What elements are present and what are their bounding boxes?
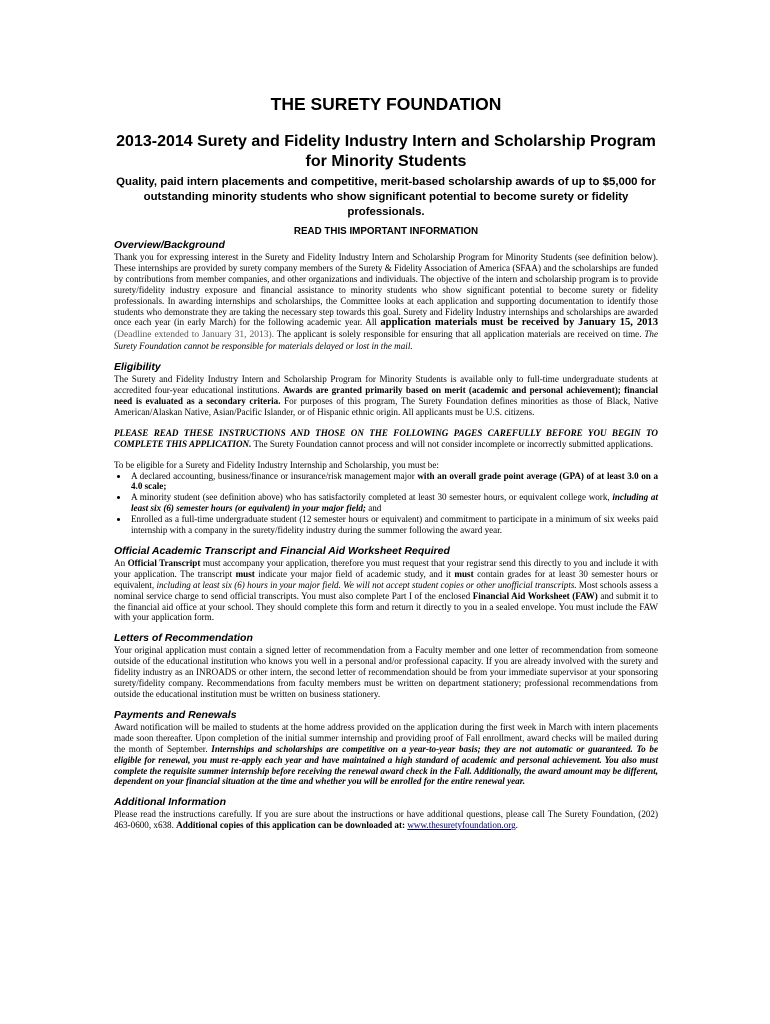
additional-text	[114, 809, 658, 831]
important-notice: READ THIS IMPORTANT INFORMATION	[293, 226, 479, 237]
additional-text-part: Please read the instructions carefully. If you are sure about the instructions or have additional questions, please call The Surety Foundation, (202) 463-0600, x638.	[114, 809, 658, 831]
faw-name: Financial Aid Worksheet (FAW)	[472, 590, 598, 601]
eligibility-criteria: Awards are granted primarily based on merit (academic and personal achievement); financial need is evaluated as a secondary criteria.	[114, 385, 658, 406]
overview-heading: Overview/Background	[114, 239, 225, 251]
list-item-text: A declared accounting, business/finance or insurance/risk management major	[131, 470, 418, 481]
list-item-text: and	[365, 503, 382, 514]
overview-text	[114, 252, 658, 352]
overview-text-part: (	[114, 330, 118, 341]
download-note: Additional copies of this application can be downloaded at:	[176, 820, 408, 831]
transcript-text-part: must accompany your application, therefore you must request that your registrar send this directly to you and include it with your application. The transcript	[114, 557, 659, 579]
transcript-requirement: including at least six (6) hours in your major field. We will not accept student copies or other unofficial transcripts.	[156, 579, 577, 590]
payments-text-part: Award notification will be mailed to students at the home address provided on the application during the first week in March with intern placements made soon thereafter. Upon completion of the initial summer internship and providing proof of Fall enrollment, award checks will be mailed during the month of September.	[114, 721, 658, 754]
overview-disclaimer: The Surety Foundation cannot be responsible for materials delayed or lost in the mail.	[114, 329, 659, 352]
transcript-text	[114, 558, 658, 623]
transcript-section	[114, 545, 658, 623]
additional-text-part: .	[515, 820, 518, 831]
list-item	[129, 514, 658, 536]
letters-text: Your original application must contain a signed letter of recommendation from a Faculty member and one letter of recommendation from someone outside of the educational institution who knows you well in a personal and/or professional capacity. If you are already involved with the surety and fidelity industry as an INROADS or other intern, the second letter of recommendation should be from your immediate supervisor at your sponsoring surety/fidelity company. Recommendations from faculty members must be written on department stationery; professional recommendations from outside the educational institution must be written on business stationery.	[114, 645, 658, 699]
deadline-text: application materials must be received by January 15, 2013	[380, 317, 659, 329]
additional-section	[114, 796, 658, 831]
eligibility-text	[114, 374, 658, 418]
overview-text-part: Thank you for expressing interest in the Surety and Fidelity Industry Intern and Scholarship Program for Minority Students (see definition below). These internships are provided by surety company members of the Surety & Fidelity Association of America (SFAA) and the scholarships are funded by contributions from member companies, and other organizations and individuals. The objective of the intern and scholarship program is to provide surety/fidelity industry exposure and financial assistance to minority students who show significant potential to become surety or fidelity professionals. In awarding internships and scholarships, the Committee looks at each application and supporting documentation to identify those students who demonstrate they are taking the necessary step towards this goal. Surety and Fidelity Industry internships and scholarships are awarded once each year (in early March) for the following academic year. All	[114, 252, 658, 328]
overview-text-part: ).	[268, 330, 275, 341]
instructions-text-part: The Surety Foundation cannot process and will not consider incomplete or incorrectly submitted applications.	[251, 438, 653, 449]
payments-heading: Payments and Renewals	[114, 708, 237, 721]
letters-heading: Letters of Recommendation	[114, 632, 253, 645]
overview-text-part: The applicant is solely responsible for ensuring that all application materials are received on time.	[274, 329, 645, 340]
transcript-text-part: and submit it to the financial aid office at your school. They should complete this form and return it directly to you in a sealed envelope. You must include the FAW with your application form.	[114, 590, 659, 623]
letters-section	[114, 632, 658, 700]
payments-text	[114, 722, 658, 787]
transcript-text-part: indicate your major field of academic study, and it	[254, 568, 455, 579]
gpa-requirement: with an overall grade point average (GPA) of at least 3.0 on a 4.0 scale;	[131, 470, 659, 492]
transcript-emphasis: must	[454, 568, 474, 579]
program-title: 2013-2014 Surety and Fidelity Industry Intern and Scholarship Program for Minority Students	[116, 133, 656, 170]
transcript-text-part: Most schools assess a nominal service charge to send official transcripts. You must also complete Part I of the enclosed	[114, 579, 658, 601]
instructions-section	[114, 428, 658, 450]
payments-section	[114, 709, 658, 787]
foundation-website-link[interactable]: www.thesuretyfoundation.org	[407, 820, 516, 831]
eligibility-section	[114, 361, 658, 418]
transcript-emphasis: must	[235, 568, 255, 579]
deadline-extension: Deadline extended to January 31, 2013	[117, 330, 269, 341]
requirements-section	[114, 460, 658, 536]
transcript-heading: Official Academic Transcript and Financial Aid Worksheet Required	[114, 544, 450, 557]
document-body	[114, 92, 658, 831]
list-item	[129, 471, 658, 493]
requirements-intro: To be eligible for a Surety and Fidelity Industry Internship and Scholarship, you must be:	[114, 459, 439, 470]
transcript-text-part: contain grades for at least 30 semester hours or equivalent,	[114, 568, 658, 590]
instructions-warning: PLEASE READ THESE INSTRUCTIONS AND THOSE ON THE FOLLOWING PAGES CAREFULLY BEFORE YOU BEGIN TO COMPLETE THIS APPLICATION.	[114, 427, 658, 449]
list-item	[129, 492, 658, 514]
renewal-policy: Internships and scholarships are competitive on a year-to-year basis; they are not automatic or guaranteed. To be eligible for renewal, you must re-apply each year and have maintained a high standard of academic and personal achievement. You also must complete the requisite summer internship before receiving the renewal award check in the Fall. Additionally, the award amount may be different, dependent on your financial situation at the time and whether you will be enrolled for the entire renewal year.	[114, 743, 658, 787]
eligibility-heading: Eligibility	[114, 361, 161, 374]
requirements-list	[114, 471, 658, 536]
transcript-text-part: An	[114, 557, 128, 568]
list-item-text: A minority student (see definition above) who has satisfactorily completed at least 30 semester hours, or equivalent college work,	[131, 492, 613, 503]
eligibility-text-part: The Surety and Fidelity Industry Intern and Scholarship Program for Minority Students is available only to full-time undergraduate students at accredited four-year educational institutions.	[114, 374, 658, 396]
transcript-emphasis: Official Transcript	[127, 557, 201, 568]
overview-section	[114, 239, 658, 352]
additional-heading: Additional Information	[114, 796, 226, 809]
instructions-text	[114, 428, 658, 450]
eligibility-text-part: For purposes of this program, The Surety Foundation defines minorities as those of Black, Native American/Alaskan Native, Asian/Pacific Islander, or of Hispanic ethnic origin. All applicants must be U.S. citizens.	[114, 395, 658, 417]
major-hours-requirement: including at least six (6) semester hours (or equivalent) in your major field;	[131, 492, 658, 514]
list-item-text: Enrolled as a full-time undergraduate student (12 semester hours or equivalent) and commitment to participate in a minimum of six weeks paid internship with a company in the surety/fidelity industry during the summer following the award year.	[131, 514, 658, 536]
page-title: THE SURETY FOUNDATION	[270, 94, 502, 114]
program-tagline: Quality, paid intern placements and competitive, merit-based scholarship awards of up to $5,000 for outstanding minority students who show significant potential to become surety or fidelity professionals.	[116, 176, 656, 218]
